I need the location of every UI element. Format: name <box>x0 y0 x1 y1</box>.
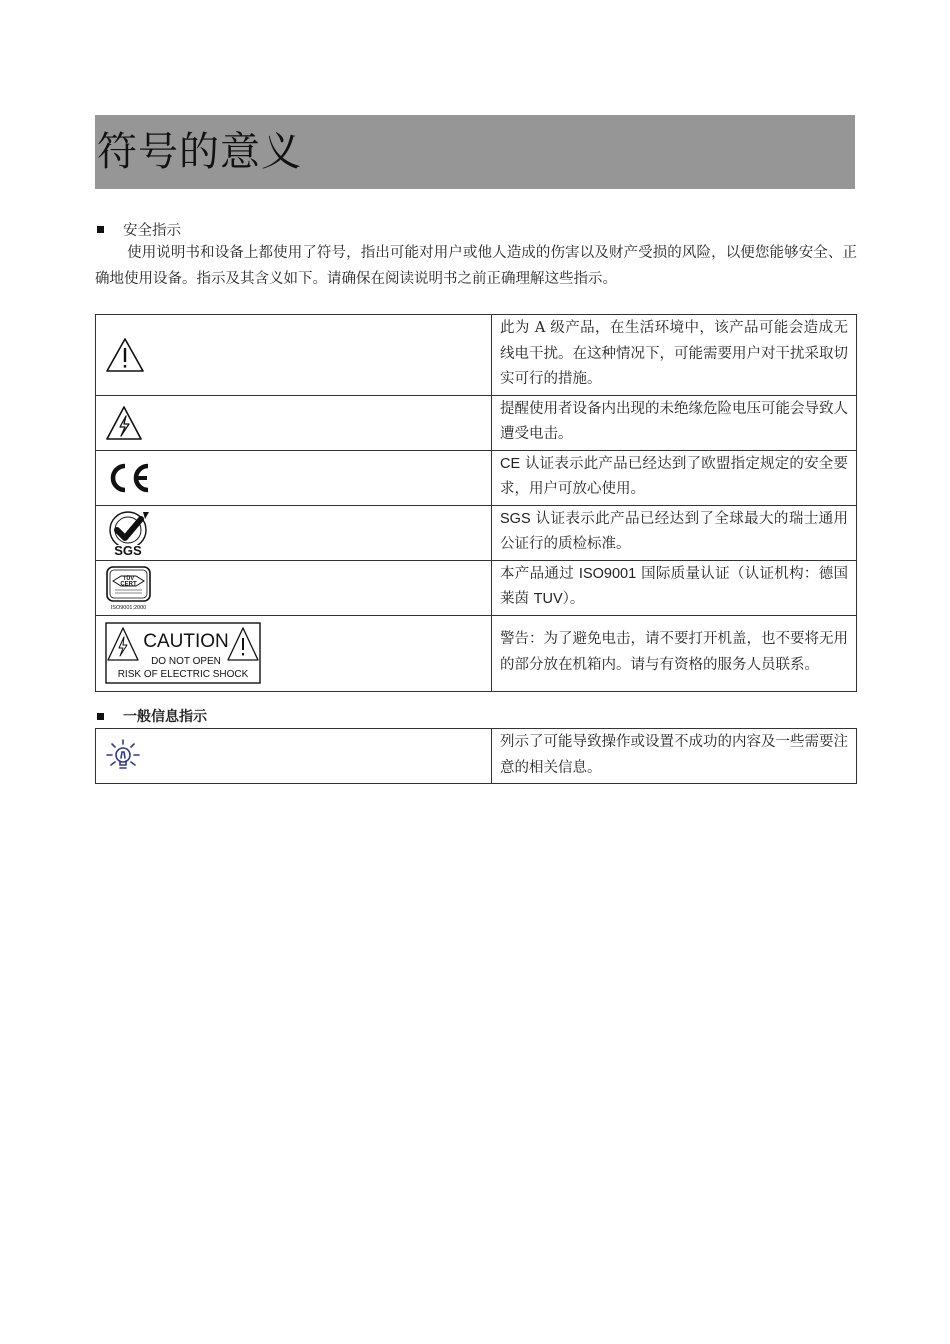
do-not-open-text: DO NOT OPEN <box>151 656 221 667</box>
tuv-logo-text: TÜV <box>123 575 134 582</box>
description-cell: 提醒使用者设备内出现的未绝缘危险电压可能会导致人遭受电击。 <box>492 395 857 450</box>
general-heading-label: 一般信息指示 <box>123 709 207 725</box>
icon-cell <box>96 560 492 615</box>
icon-cell <box>96 615 492 691</box>
risk-shock-text: RISK OF ELECTRIC SHOCK <box>117 669 249 680</box>
icon-cell <box>96 450 492 505</box>
table-row <box>96 395 857 450</box>
sgs-logo-text: SGS <box>114 542 142 556</box>
table-row <box>96 615 857 691</box>
page-title: 符号的意义 <box>95 115 855 189</box>
general-info-table <box>95 728 857 784</box>
electric-shock-triangle-icon <box>105 405 143 441</box>
caution-label-text: CAUTION <box>143 631 229 652</box>
lightbulb-tip-icon <box>105 738 141 774</box>
tuv-cert-icon <box>105 565 153 611</box>
table-row <box>96 450 857 505</box>
table-row <box>96 505 857 560</box>
cert-logo-text: CERT <box>120 581 137 587</box>
icon-cell <box>96 315 492 396</box>
general-section-heading <box>97 706 207 726</box>
sgs-seal-icon <box>105 510 153 556</box>
description-cell: 此为 A 级产品，在生活环境中，该产品可能会造成无线电干扰。在这种情况下，可能需要用户对干扰采取切实可行的措施。 <box>492 315 857 396</box>
icon-cell <box>96 729 492 784</box>
ce-mark-icon <box>105 461 153 495</box>
description-cell: 列示了可能导致操作或设置不成功的内容及一些需要注意的相关信息。 <box>492 729 857 784</box>
safety-intro-text: 使用说明书和设备上都使用了符号，指出可能对用户或他人造成的伤害以及财产受损的风险，以便您能够安全、正确地使用设备。指示及其含义如下。请确保在阅读说明书之前正确理解这些指示。 <box>95 245 857 287</box>
description-cell: 警告：为了避免电击，请不要打开机盖，也不要将无用的部分放在机箱内。请与有资格的服务人员联系。 <box>492 615 857 691</box>
table-row <box>96 729 857 784</box>
icon-cell <box>96 505 492 560</box>
safety-heading-label: 安全指示 <box>123 223 181 239</box>
safety-section-heading <box>97 219 181 240</box>
caution-label-icon <box>105 622 261 684</box>
bullet-icon <box>97 226 104 233</box>
iso-logo-text: ISO9001:2000 <box>110 604 147 611</box>
bullet-icon <box>97 713 104 720</box>
description-cell: 本产品通过 ISO9001 国际质量认证（认证机构：德国莱茵 TUV）。 <box>492 560 857 615</box>
table-row <box>96 315 857 396</box>
safety-intro <box>95 240 857 292</box>
description-cell: CE 认证表示此产品已经达到了欧盟指定规定的安全要求，用户可放心使用。 <box>492 450 857 505</box>
table-row <box>96 560 857 615</box>
warning-triangle-icon <box>105 337 145 373</box>
safety-symbol-table <box>95 314 857 692</box>
description-cell: SGS 认证表示此产品已经达到了全球最大的瑞士通用公证行的质检标准。 <box>492 505 857 560</box>
icon-cell <box>96 395 492 450</box>
